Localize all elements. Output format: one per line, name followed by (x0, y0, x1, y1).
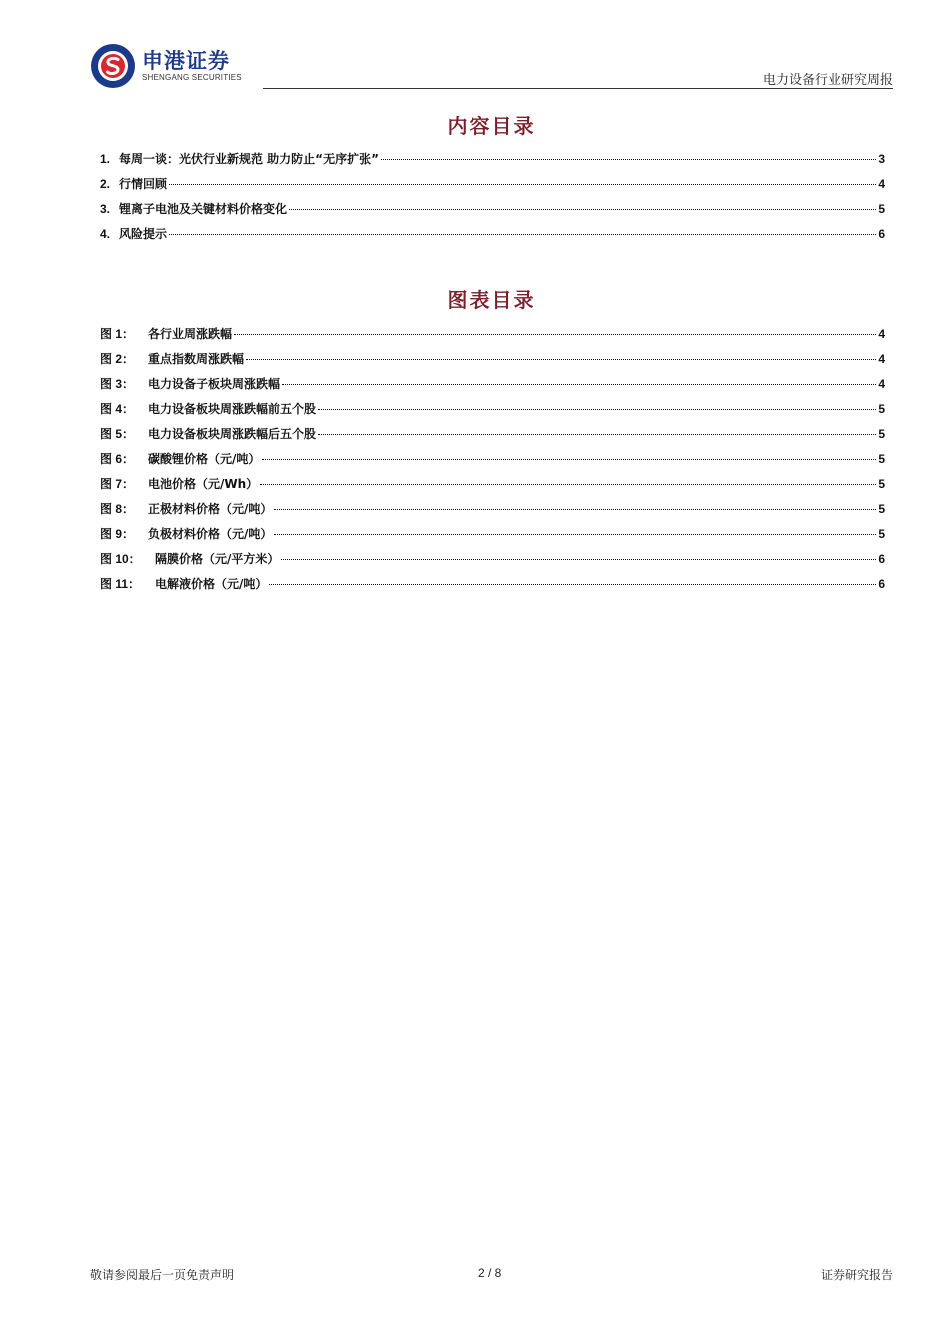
toc-entry-page: 5 (878, 452, 885, 466)
toc-entry-title: 电力设备子板块周涨跌幅 (148, 377, 281, 391)
toc-entry-page: 4 (878, 377, 885, 391)
toc-entry[interactable] (100, 150, 885, 175)
toc-entry-page: 5 (878, 477, 885, 491)
toc-entry-number: 图 4： (100, 402, 135, 416)
toc-dot-leader (318, 434, 876, 435)
toc-entry[interactable] (100, 425, 885, 450)
toc-entry-page: 5 (878, 527, 885, 541)
toc-dot-leader (381, 159, 876, 160)
toc-dot-leader (281, 559, 876, 560)
page-number: 2 / 8 (478, 1266, 502, 1280)
toc-entry[interactable] (100, 375, 885, 400)
toc-entry-page: 5 (878, 502, 885, 516)
page-header (90, 40, 893, 90)
toc-entry-number: 图 2： (100, 352, 135, 366)
toc-entry-title: 电力设备板块周涨跌幅前五个股 (148, 402, 317, 416)
toc-entry[interactable] (100, 175, 885, 200)
toc-entry-title: 正极材料价格（元/吨） (148, 502, 273, 516)
toc-entry-title: 每周一谈：光伏行业新规范 助力防止“无序扩张” (119, 152, 379, 166)
toc-entry-number: 图 3： (100, 377, 135, 391)
toc-entry[interactable] (100, 325, 885, 350)
toc-entry[interactable] (100, 525, 885, 550)
logo-chinese-name: 申港证券 (142, 49, 230, 73)
footer-doc-type: 证券研究报告 (820, 1268, 893, 1282)
toc-entry-page: 6 (878, 552, 885, 566)
toc-entry[interactable] (100, 400, 885, 425)
toc-dot-leader (282, 384, 876, 385)
toc-entry[interactable] (100, 475, 885, 500)
toc-dot-leader (318, 409, 876, 410)
toc-entry-page: 6 (878, 577, 885, 591)
toc-entry-page: 4 (878, 177, 885, 191)
toc-dot-leader (246, 359, 876, 360)
toc-entry-title: 锂离子电池及关键材料价格变化 (119, 202, 288, 216)
toc-entry-title: 各行业周涨跌幅 (148, 327, 233, 341)
page-footer (90, 1266, 893, 1284)
toc-entry[interactable] (100, 450, 885, 475)
toc-entry-number: 图 9： (100, 527, 135, 541)
contents-list (100, 150, 885, 250)
toc-entry-number: 1. (100, 152, 111, 166)
header-divider (263, 88, 893, 89)
toc-entry-number: 图 6： (100, 452, 135, 466)
toc-dot-leader (260, 484, 876, 485)
toc-entry[interactable] (100, 575, 885, 600)
toc-entry-page: 5 (878, 427, 885, 441)
toc-entry-number: 图 11： (100, 577, 141, 591)
figures-list (100, 325, 885, 600)
toc-dot-leader (289, 209, 876, 210)
shengang-logo-icon (90, 43, 136, 89)
toc-dot-leader (169, 184, 876, 185)
toc-dot-leader (234, 334, 876, 335)
toc-entry-page: 3 (878, 152, 885, 166)
toc-entry-number: 图 1： (100, 327, 135, 341)
toc-entry[interactable] (100, 225, 885, 250)
toc-entry-title: 风险提示 (119, 227, 168, 241)
toc-entry-title: 隔膜价格（元/平方米） (155, 552, 280, 566)
toc-entry-title: 行情回顾 (119, 177, 168, 191)
toc-dot-leader (169, 234, 876, 235)
toc-entry-page: 5 (878, 202, 885, 216)
toc-entry-page: 4 (878, 352, 885, 366)
footer-disclaimer: 敬请参阅最后一页免责声明 (90, 1268, 235, 1282)
toc-dot-leader (274, 509, 876, 510)
toc-entry-number: 图 5： (100, 427, 135, 441)
logo-english-name: SHENGANG SECURITIES (142, 73, 242, 82)
toc-entry-number: 图 7： (100, 477, 135, 491)
contents-title: 内容目录 (447, 114, 536, 138)
toc-entry-page: 4 (878, 327, 885, 341)
toc-entry-number: 图 10： (100, 552, 141, 566)
toc-entry[interactable] (100, 500, 885, 525)
toc-entry-number: 图 8： (100, 502, 135, 516)
toc-entry-title: 电力设备板块周涨跌幅后五个股 (148, 427, 317, 441)
company-logo (90, 43, 242, 89)
toc-entry-page: 6 (878, 227, 885, 241)
toc-entry-page: 5 (878, 402, 885, 416)
toc-entry-title: 电解液价格（元/吨） (155, 577, 268, 591)
toc-entry-title: 负极材料价格（元/吨） (148, 527, 273, 541)
figures-title: 图表目录 (447, 288, 536, 312)
toc-entry-title: 碳酸锂价格（元/吨） (148, 452, 261, 466)
toc-dot-leader (274, 534, 876, 535)
toc-entry-title: 电池价格（元/Wh） (148, 477, 259, 491)
toc-dot-leader (269, 584, 876, 585)
toc-entry-title: 重点指数周涨跌幅 (148, 352, 245, 366)
toc-entry[interactable] (100, 200, 885, 225)
toc-entry-number: 2. (100, 177, 111, 191)
report-type: 电力设备行业研究周报 (762, 73, 893, 88)
toc-entry-number: 4. (100, 227, 111, 241)
toc-entry[interactable] (100, 550, 885, 575)
toc-dot-leader (262, 459, 876, 460)
toc-entry[interactable] (100, 350, 885, 375)
toc-entry-number: 3. (100, 202, 111, 216)
